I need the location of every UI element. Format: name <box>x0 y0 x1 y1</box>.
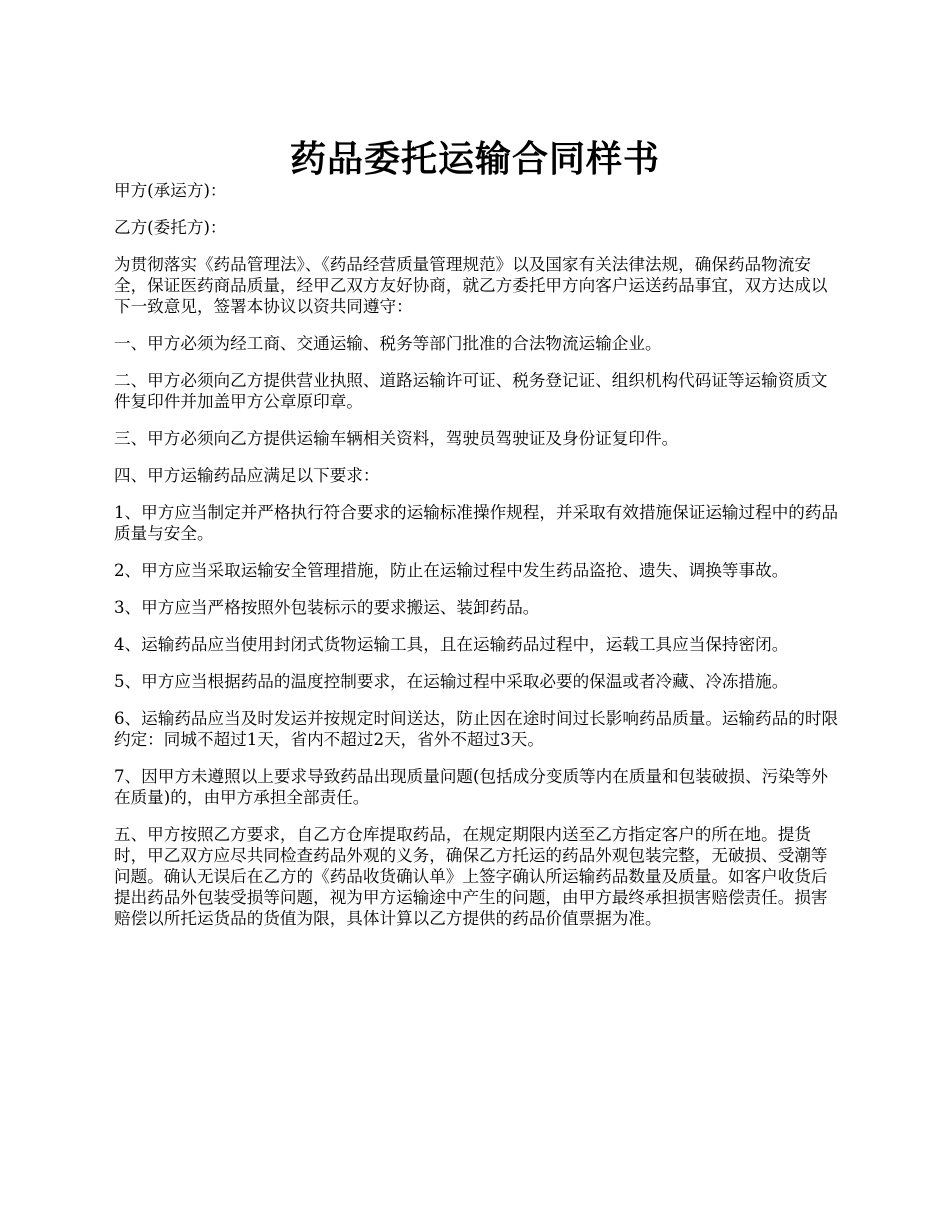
document-title: 药品委托运输合同样书 <box>289 138 660 181</box>
party-b-line: 乙方(委托方)： <box>114 218 227 237</box>
clause-4-item-6: 6、运输药品应当及时发运并按规定时间送达，防止因在途时间过长影响药品质量。运输药品的时限约定：同城不超过1天，省内不超过2天，省外不超过3天。 <box>114 709 839 749</box>
clause-4-item-2: 2、甲方应当采取运输安全管理措施，防止在运输过程中发生药品盗抢、遗失、调换等事故。 <box>114 561 789 580</box>
preamble-paragraph: 为贯彻落实《药品管理法》、《药品经营质量管理规范》以及国家有关法律法规，确保药品物流安全，保证医药商品质量，经甲乙双方友好协商，就乙方委托甲方向客户运送药品事宜，双方达成以下一致意见，签署本协议以资共同遵守： <box>114 255 828 316</box>
party-a-line: 甲方(承运方)： <box>114 181 227 200</box>
clause-4-item-1: 1、甲方应当制定并严格执行符合要求的运输标准操作规程，并采取有效措施保证运输过程中的药品质量与安全。 <box>114 503 839 543</box>
clause-4-item-3: 3、甲方应当严格按照外包装标示的要求搬运、装卸药品。 <box>114 598 540 617</box>
clause-4-item-7: 7、因甲方未遵照以上要求导致药品出现质量问题(包括成分变质等内在质量和包装破损、污染等外在质量)的，由甲方承担全部责任。 <box>114 767 828 807</box>
clause-3: 三、甲方必须向乙方提供运输车辆相关资料，驾驶员驾驶证及身份证复印件。 <box>114 429 679 448</box>
clause-4-item-5: 5、甲方应当根据药品的温度控制要求，在运输过程中采取必要的保温或者冷藏、冷冻措施。 <box>114 672 789 691</box>
clause-2: 二、甲方必须向乙方提供营业执照、道路运输许可证、税务登记证、组织机构代码证等运输资质文件复印件并加盖甲方公章原印章。 <box>114 371 828 411</box>
clause-4: 四、甲方运输药品应满足以下要求： <box>114 466 380 485</box>
clause-1: 一、甲方必须为经工商、交通运输、税务等部门批准的合法物流运输企业。 <box>114 334 662 353</box>
clause-4-item-4: 4、运输药品应当使用封闭式货物运输工具，且在运输药品过程中，运载工具应当保持密闭。 <box>114 635 789 654</box>
clause-5: 五、甲方按照乙方要求，自乙方仓库提取药品，在规定期限内送至乙方指定客户的所在地。提货时，甲乙双方应尽共同检查药品外观的义务，确保乙方托运的药品外观包装完整，无破损、受潮等问题。确认无误后在乙方的《药品收货确认单》上签字确认所运输药品数量及质量。如客户收货后提出药品外包装受损等问题，视为甲方运输途中产生的问题，由甲方最终承担损害赔偿责任。损害赔偿以所托运货品的货值为限，具体计算以乙方提供的药品价值票据为准。 <box>114 825 828 928</box>
document-body <box>114 180 844 945</box>
